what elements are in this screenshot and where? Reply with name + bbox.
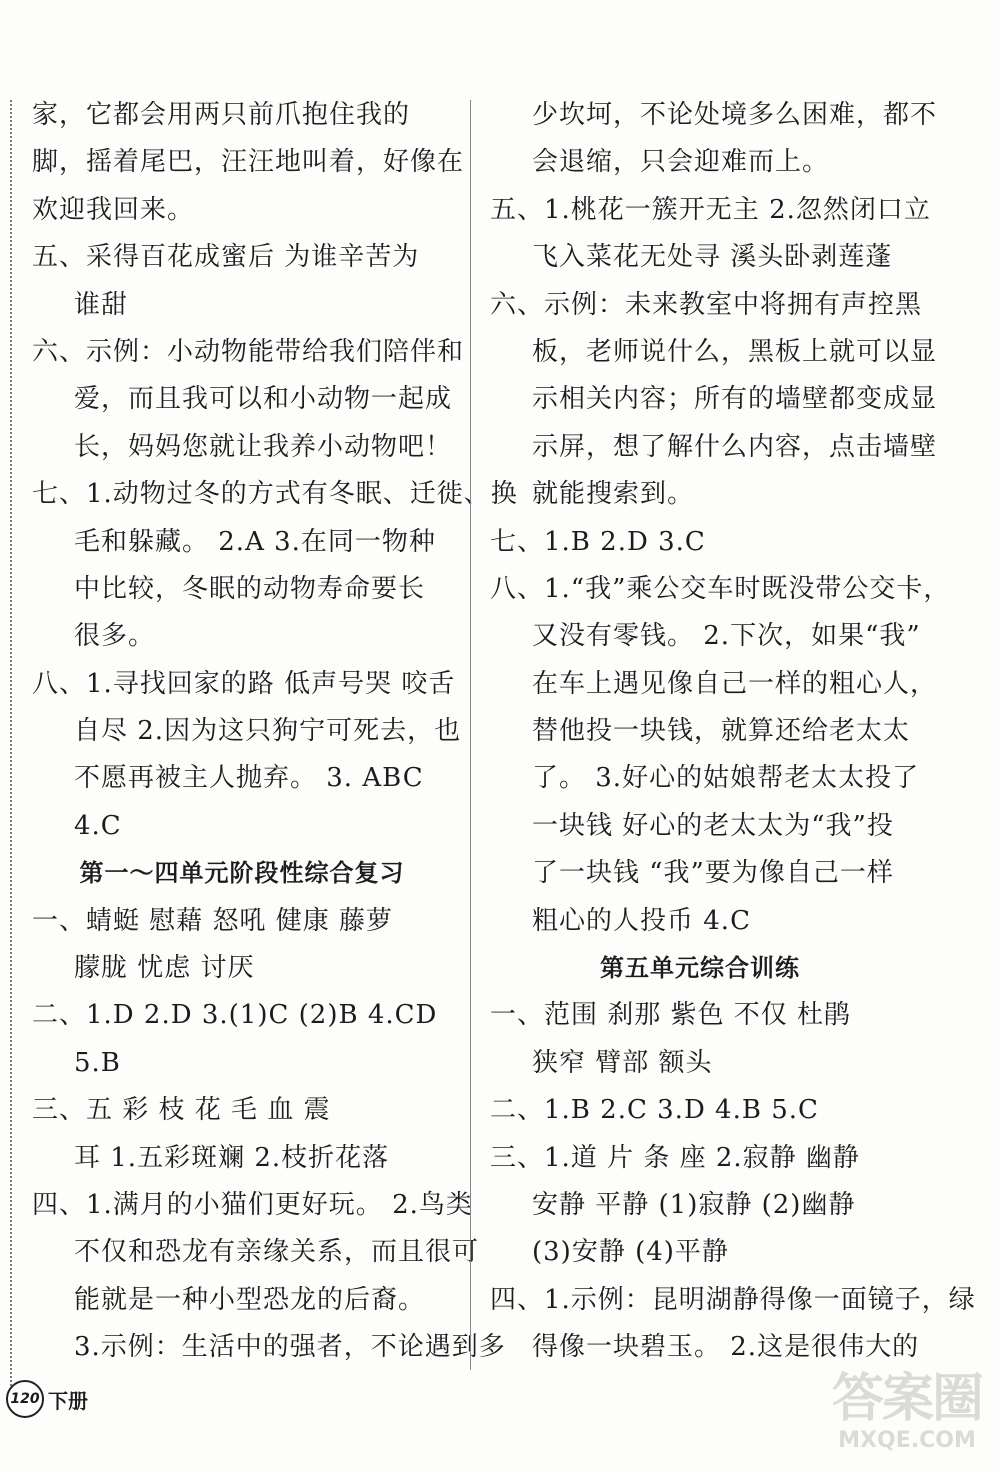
watermark-main-text: 答案圈 [831, 1369, 982, 1429]
text-line: 毛和躲藏。 2.A 3.在同一物种 [74, 526, 436, 557]
left-column [32, 92, 518, 1372]
text-line: 飞入菜花无处寻 溪头卧剥莲蓬 [532, 242, 893, 273]
text-line: 七、1.动物过冬的方式有冬眠、迁徙、换 [32, 479, 518, 510]
text-line: 不愿再被主人抛弃。 3. ABC [74, 763, 424, 794]
text-line: 一、蜻蜓 慰藉 怒吼 健康 藤萝 [32, 905, 394, 936]
text-line: 少坎坷，不论处境多么困难，都不 [532, 100, 938, 130]
text-line: 不仅和恐龙有亲缘关系，而且很可 [74, 1237, 480, 1268]
text-line: 3.示例：生活中的强者，不论遇到多 [74, 1332, 506, 1363]
text-line: 又没有零钱。 2.下次，如果“我” [532, 621, 921, 652]
text-line: 三、1.道 片 条 座 2.寂静 幽静 [490, 1142, 860, 1173]
text-line: 爱，而且我可以和小动物一起成 [74, 384, 453, 415]
text-line: 很多。 [74, 621, 156, 652]
page-number-badge [6, 1380, 44, 1418]
section-heading: 第五单元综合训练 [600, 954, 800, 983]
text-line: 安静 平静 (1)寂静 (2)幽静 [532, 1189, 856, 1220]
page-footer [6, 1380, 88, 1418]
text-line: 粗心的人投币 4.C [532, 905, 751, 936]
text-line: 六、示例：小动物能带给我们陪伴和 [32, 336, 465, 367]
text-line: 欢迎我回来。 [32, 194, 195, 225]
text-line: 朦胧 忧虑 讨厌 [74, 953, 255, 984]
text-line: 得像一块碧玉。 2.这是很伟大的 [532, 1332, 920, 1363]
text-line: 二、1.D 2.D 3.(1)C (2)B 4.CD [32, 1000, 438, 1031]
text-line: 五、采得百花成蜜后 为谁辛苦为 [32, 242, 420, 273]
watermark-logo [822, 1370, 992, 1466]
section-heading: 第一～四单元阶段性综合复习 [79, 859, 405, 888]
text-line: 五、1.桃花一簇开无主 2.忽然闭口立 [490, 194, 931, 225]
text-line: 板，老师说什么，黑板上就可以显 [532, 336, 938, 367]
text-line: 了一块钱 “我”要为像自己一样 [532, 858, 894, 889]
text-line: 家，它都会用两只前爪抱住我的 [32, 100, 411, 130]
text-line: 二、1.B 2.C 3.D 4.B 5.C [490, 1095, 819, 1126]
page-number: 120 [10, 1391, 40, 1407]
text-line: 在车上遇见像自己一样的粗心人， [532, 668, 938, 699]
volume-label: 下册 [48, 1388, 88, 1413]
text-line: 就能搜索到。 [532, 479, 695, 510]
text-line: 中比较，冬眠的动物寿命要长 [74, 573, 426, 604]
text-line: 耳 1.五彩斑斓 2.枝折花落 [74, 1142, 390, 1173]
text-line: 长，妈妈您就让我养小动物吧！ [74, 431, 453, 462]
watermark-url: MXQE.COM [838, 1428, 976, 1453]
text-line: 示屏，想了解什么内容，点击墙壁 [532, 431, 938, 462]
text-line: 三、五 彩 枝 花 毛 血 震 [32, 1095, 331, 1126]
column-divider [470, 100, 471, 1370]
text-line: 5.B [74, 1047, 121, 1078]
text-line: 4.C [74, 810, 122, 841]
text-line: 谁甜 [74, 289, 129, 320]
text-line: 能就是一种小型恐龙的后裔。 [74, 1284, 426, 1315]
text-line: 了。 3.好心的姑娘帮老太太投了 [532, 763, 920, 794]
text-line: 七、1.B 2.D 3.C [490, 526, 706, 557]
text-line: 一块钱 好心的老太太为“我”投 [532, 810, 894, 841]
text-line: 会退缩，只会迎难而上。 [532, 147, 830, 178]
text-line: 狭窄 臂部 额头 [532, 1047, 713, 1078]
text-line: 示相关内容；所有的墙壁都变成显 [532, 384, 938, 415]
right-column [490, 92, 976, 1372]
binding-cut-line [10, 100, 12, 1390]
text-line: 自尽 2.因为这只狗宁可死去，也 [74, 716, 462, 747]
text-line: 四、1.满月的小猫们更好玩。 2.鸟类 [32, 1189, 473, 1220]
text-line: (3)安静 (4)平静 [532, 1237, 729, 1268]
text-line: 一、范围 刹那 紫色 不仅 杜鹃 [490, 1000, 852, 1031]
text-line: 脚，摇着尾巴，汪汪地叫着，好像在 [32, 147, 465, 178]
text-line: 八、1.“我”乘公交车时既没带公交卡， [490, 573, 951, 604]
text-line: 六、示例：未来教室中将拥有声控黑 [490, 289, 923, 320]
text-line: 替他投一块钱，就算还给老太太 [532, 716, 911, 747]
text-line: 八、1.寻找回家的路 低声号哭 咬舌 [32, 668, 456, 699]
text-line: 四、1.示例：昆明湖静得像一面镜子，绿 [490, 1284, 976, 1315]
